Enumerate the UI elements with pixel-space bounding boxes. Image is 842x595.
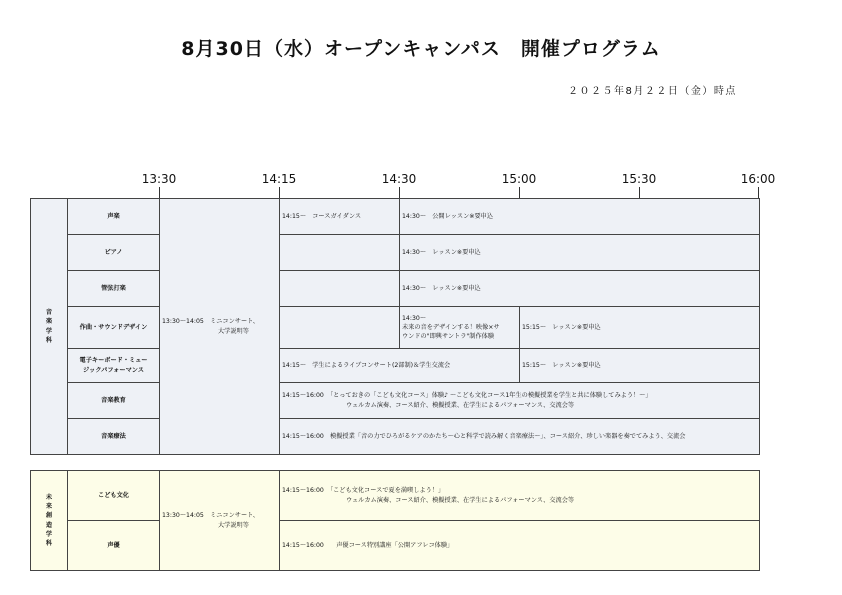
- course-voice-actor: 声優: [68, 521, 160, 571]
- course-composition-sound-design: 作曲・サウンドデザイン: [68, 307, 160, 349]
- course-music-education: 音楽教育: [68, 383, 160, 419]
- event-lesson: 14:30～ レッスン※要申込: [400, 271, 760, 307]
- empty-cell: [280, 235, 400, 271]
- music-department-schedule: [30, 198, 760, 455]
- common-program-cell: 13:30～14:05 ミニコンサート、 大学説明等: [160, 471, 280, 571]
- time-label: 15:30: [621, 172, 657, 186]
- event-kids-culture-summer: 14:15～16:00 「こども文化コースで夏を満喫しよう！」 ウェルカム演奏、コース紹介、模擬授業、在学生によるパフォーマンス、交流会等: [280, 471, 760, 521]
- event-voice-actor-special: 14:15～16:00 声優コース特別講座「公開アフレコ体験」: [280, 521, 760, 571]
- time-label: 14:30: [381, 172, 417, 186]
- time-tick: [399, 187, 400, 198]
- event-soundtrack-workshop: 14:30～ 未来の音をデザインする！映像×サ ウンドの"即興サントラ"制作体験: [400, 307, 520, 349]
- time-tick: [279, 187, 280, 198]
- time-label: 16:00: [740, 172, 776, 186]
- course-piano: ピアノ: [68, 235, 160, 271]
- event-lesson: 14:30～ レッスン※要申込: [400, 235, 760, 271]
- time-tick: [758, 187, 759, 198]
- time-tick: [639, 187, 640, 198]
- event-course-guidance: 14:15～ コースガイダンス: [280, 199, 400, 235]
- event-lesson: 15:15～ レッスン※要申込: [520, 349, 760, 383]
- as-of-date: ２０２５年8月２２日（金）時点: [568, 86, 737, 97]
- time-tick: [159, 187, 160, 198]
- event-open-lesson: 14:30～ 公開レッスン※要申込: [400, 199, 760, 235]
- empty-cell: [280, 271, 400, 307]
- course-music-therapy: 音楽療法: [68, 419, 160, 455]
- time-label: 13:30: [141, 172, 177, 186]
- page-title: 8月30日（水）オープンキャンパス 開催プログラム: [181, 38, 661, 60]
- course-vocal: 声楽: [68, 199, 160, 235]
- time-label: 15:00: [501, 172, 537, 186]
- course-electronic-keyboard: 電子キーボード・ミュー ジックパフォーマンス: [68, 349, 160, 383]
- future-creation-department-schedule: [30, 470, 760, 571]
- empty-cell: [280, 307, 400, 349]
- time-tick: [519, 187, 520, 198]
- common-program-cell: 13:30～14:05 ミニコンサート、 大学説明等: [160, 199, 280, 455]
- course-kids-culture: こども文化: [68, 471, 160, 521]
- department-label-future: 未 来 創 造 学 科: [31, 471, 68, 571]
- department-label-music: 音 楽 学 科: [31, 199, 68, 455]
- event-kids-culture-experience: 14:15～16:00 「とっておきの「こども文化コース」体験♪ ～こども文化コース1年生の模擬授業を学生と共に体験してみよう！～」 ウェルカム演奏、コース紹介、模擬授業、在学生によるパフォーマンス、交流会等: [280, 383, 760, 419]
- event-music-therapy-class: 14:15～16:00 模擬授業「音の力でひろがるケアのかたち～心と科学で読み解く音楽療法～」、コース紹介、珍しい楽器を奏でてみよう、交流会: [280, 419, 760, 455]
- time-label: 14:15: [261, 172, 297, 186]
- course-orchestra: 管弦打楽: [68, 271, 160, 307]
- event-lesson: 15:15～ レッスン※要申込: [520, 307, 760, 349]
- event-live-concert: 14:15～ 学生によるライブコンサート(2部制)＆学生交流会: [280, 349, 520, 383]
